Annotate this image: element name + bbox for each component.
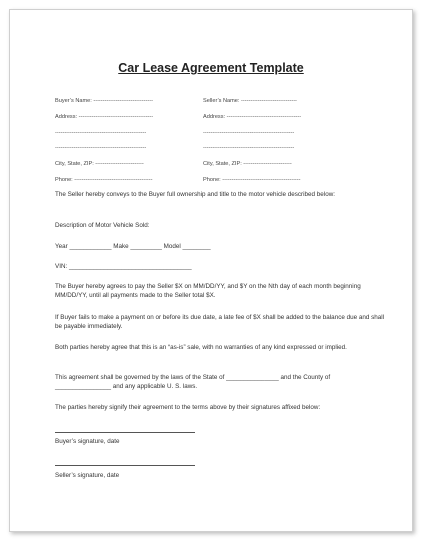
party-field-row-address-line-3: [10, 145, 412, 155]
party-field-row-city-state-zip: [10, 161, 412, 171]
party-field-row-address: [10, 114, 412, 124]
seller-name-field: Seller’s Name: ------------------------------: [203, 98, 297, 104]
description-label: Description of Motor Vehicle Sold:: [55, 222, 150, 229]
buyer-address-line-2: -------------------------------------------------: [55, 130, 147, 136]
late-fee-paragraph: If Buyer fails to make a payment on or before its due date, a late fee of $X shall be added to the balance due and shall be payable immediately.: [55, 314, 385, 330]
payment-paragraph: The Buyer hereby agrees to pay the Seller $X on MM/DD/YY, and $Y on the Nth day of each month beginning MM/DD/YY, until all payments made to the Seller total $X.: [55, 283, 361, 299]
buyer-address-field: Address: ----------------------------------------: [55, 114, 154, 120]
document-page: [9, 9, 413, 532]
buyer-phone-field: Phone: ------------------------------------------: [55, 177, 153, 183]
buyer-address-line-3: -------------------------------------------------: [55, 145, 147, 151]
seller-address-line-3: -------------------------------------------------: [203, 145, 295, 151]
seller-phone-field: Phone: ------------------------------------------: [203, 177, 301, 183]
vin-field: VIN: ___________________________________: [55, 263, 192, 270]
buyer-name-field: Buyer’s Name: --------------------------------: [55, 98, 153, 104]
buyer-signature-line: [55, 432, 195, 433]
party-field-row-address-line-2: [10, 130, 412, 140]
signify-paragraph: The parties hereby signify their agreement to the terms above by their signatures affixed below:: [55, 404, 321, 411]
seller-signature-label: Seller’s signature, date: [55, 472, 120, 479]
conveys-paragraph: The Seller hereby conveys to the Buyer full ownership and title to the motor vehicle described below:: [55, 191, 336, 198]
governing-law-paragraph: This agreement shall be governed by the laws of the State of _______________ and the County of ________________ and any applicable U. S. laws.: [55, 374, 331, 390]
vehicle-fields: Year ____________ Make _________ Model ________: [55, 243, 211, 250]
seller-address-field: Address: ----------------------------------------: [203, 114, 302, 120]
seller-city-state-zip-field: City, State, ZIP: --------------------------: [203, 161, 292, 167]
seller-signature-line: [55, 465, 195, 466]
buyer-city-state-zip-field: City, State, ZIP: --------------------------: [55, 161, 144, 167]
seller-address-line-2: -------------------------------------------------: [203, 130, 295, 136]
buyer-signature-label: Buyer’s signature, date: [55, 438, 120, 445]
document-title: Car Lease Agreement Template: [118, 61, 304, 75]
party-field-row-buyer-seller-name: [10, 98, 412, 108]
party-field-row-phone: [10, 177, 412, 187]
as-is-paragraph: Both parties hereby agree that this is an “as-is” sale, with no warranties of any kind expressed or implied.: [55, 344, 347, 351]
